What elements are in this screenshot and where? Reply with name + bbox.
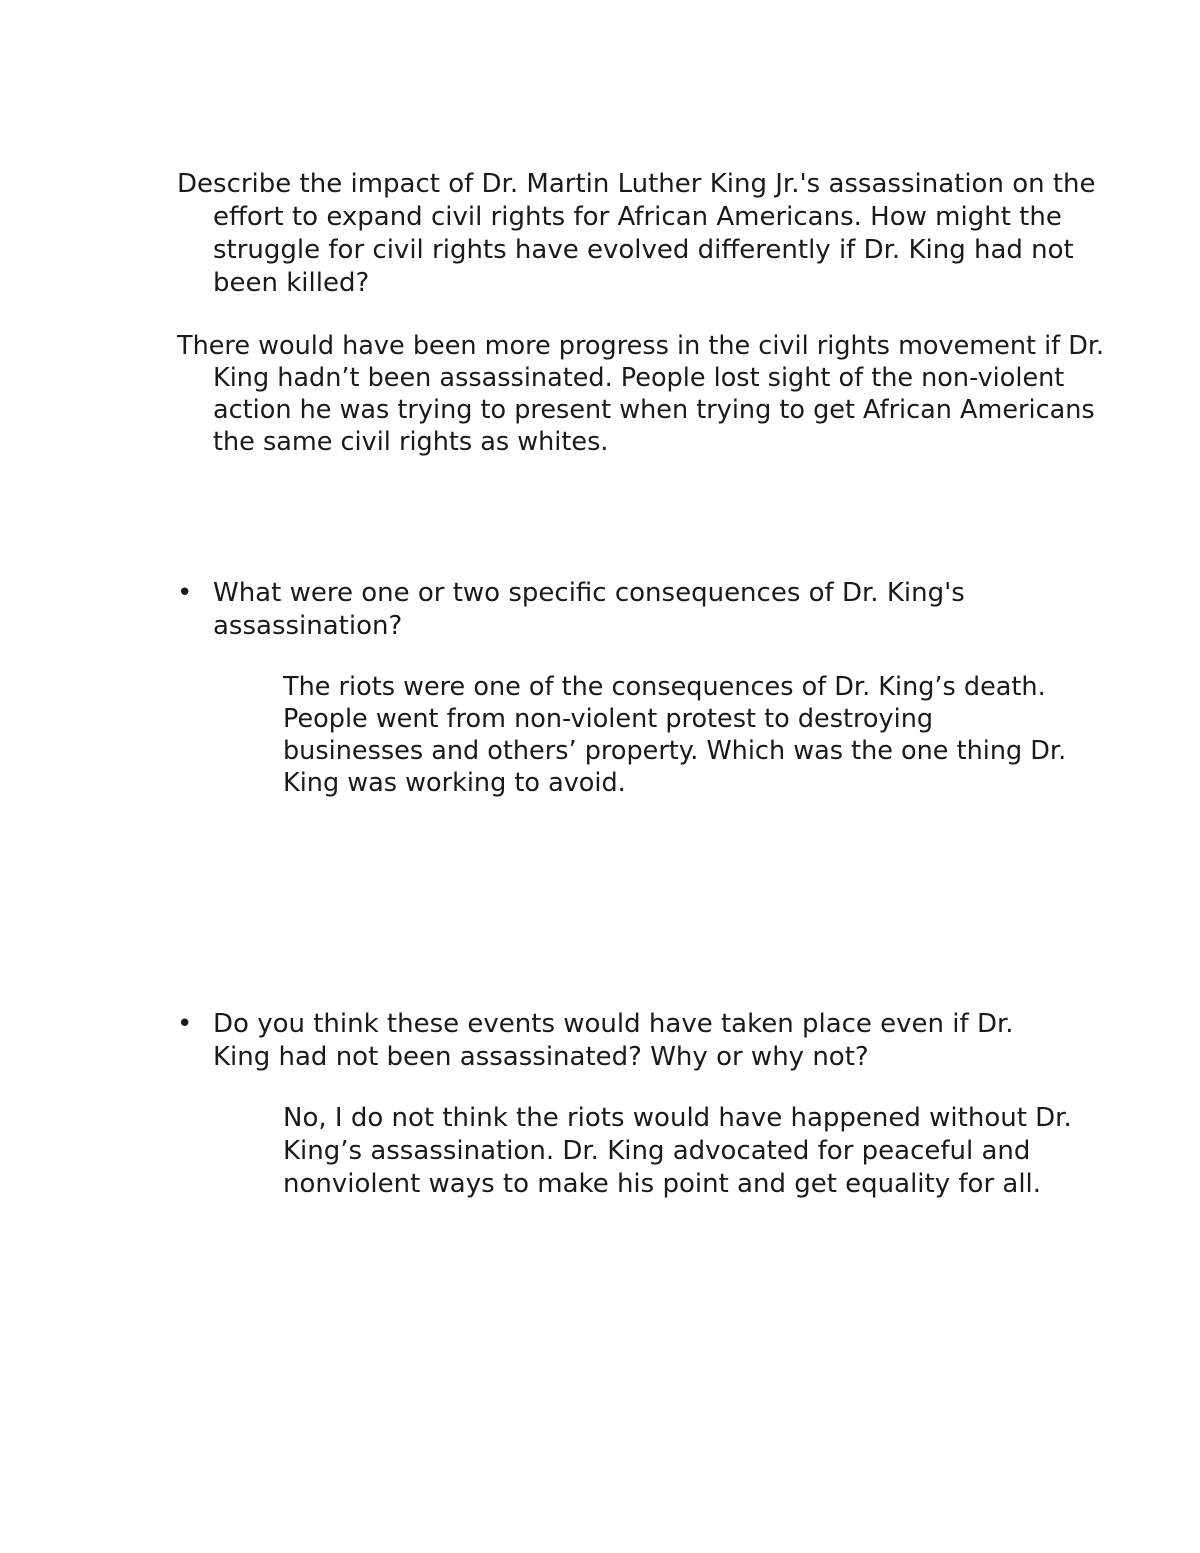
bullet-answer-2: No, I do not think the riots would have happened without Dr. King’s assassination. Dr. King advocated for peaceful and nonviolent ways to make his point and get equality for all. [283,1103,1072,1199]
bullet-answer-1: The riots were one of the consequences of Dr. King’s death. People went from non-violent protest to destroying businesses and others’ property. Which was the one thing Dr. King was working to avoid. [283,672,1067,798]
bullet-marker: • [177,578,193,608]
bullet-question-text: What were one or two specific consequences of Dr. King's assassination? [213,578,965,641]
main-answer: There would have been more progress in the civil rights movement if Dr. King hadn’t been assassinated. People lost sight of the non-violent action he was trying to present when trying to get African Americans the same civil rights as whites. [177,331,1105,457]
bullet-marker: • [177,1009,193,1039]
bullet-question-text: Do you think these events would have taken place even if Dr. King had not been assassinated? Why or why not? [213,1009,1014,1072]
main-question: Describe the impact of Dr. Martin Luther King Jr.'s assassination on the effort to expand civil rights for African Americans. How might the struggle for civil rights have evolved differently if Dr. King had not been killed? [177,169,1096,298]
